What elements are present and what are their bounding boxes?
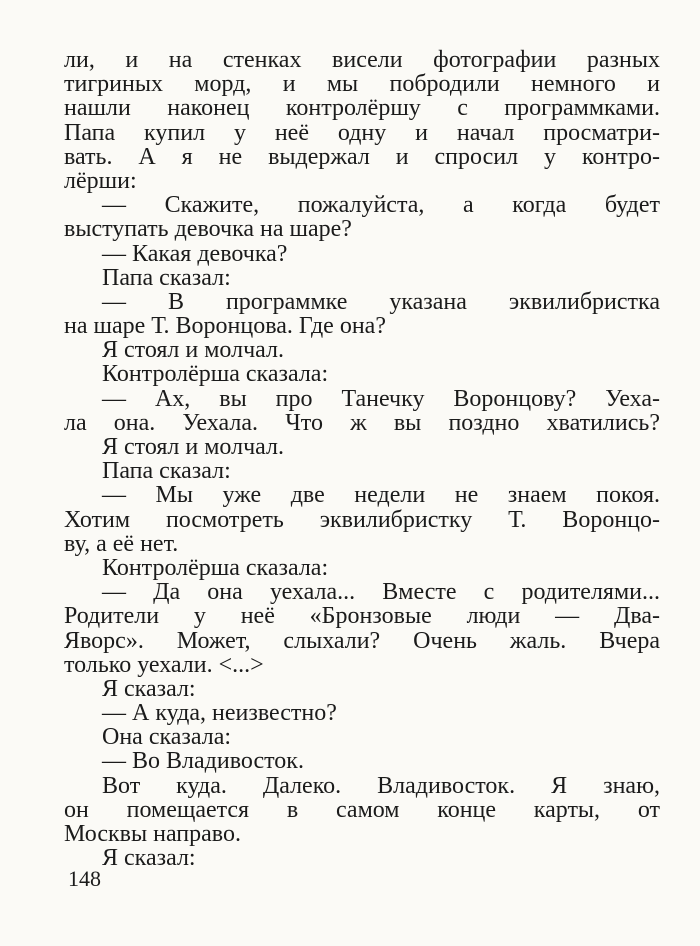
text-line: ли, и на стенках висели фотографии разных xyxy=(64,48,660,73)
text-line: — Да она уехала... Вместе с родителями... xyxy=(102,580,660,605)
text-line: он помещается в самом конце карты, от xyxy=(64,797,660,822)
text-line: Я сказал: xyxy=(102,676,196,702)
text-line: — Мы уже две недели не знаем покоя. xyxy=(102,483,660,508)
text-line: — Какая девочка? xyxy=(102,241,288,266)
text-line: Яворс». Может, слыхали? Очень жаль. Вчера xyxy=(64,628,660,653)
text-line: выступать девочка на шаре? xyxy=(64,217,352,242)
text-line: тигриных морд, и мы побродили немного и xyxy=(64,72,660,97)
text-line: Папа сказал: xyxy=(102,459,231,484)
text-line: Я стоял и молчал. xyxy=(102,435,284,460)
text-line: Контролёрша сказала: xyxy=(102,555,329,581)
text-line: — В программке указана эквилибристка xyxy=(102,289,660,315)
page-body-text xyxy=(64,48,660,870)
text-line: Папа купил у неё одну и начал просматри- xyxy=(64,120,660,145)
text-line: Я стоял и молчал. xyxy=(102,338,284,363)
text-line: лёрши: xyxy=(64,168,137,194)
text-line: Она сказала: xyxy=(102,725,232,750)
text-line: Вот куда. Далеко. Владивосток. Я знаю, xyxy=(102,773,660,798)
page-number: 148 xyxy=(68,866,101,891)
text-line: Родители у неё «Бронзовые люди — Два- xyxy=(64,604,660,629)
text-line: — А куда, неизвестно? xyxy=(102,701,337,726)
text-line: — Ах, вы про Танечку Воронцову? Уеха- xyxy=(102,386,660,411)
text-line: Я сказал: xyxy=(102,846,196,871)
text-line: ла она. Уехала. Что ж вы поздно хватились? xyxy=(64,410,660,435)
text-line: ву, а её нет. xyxy=(64,531,179,556)
text-line: Москвы направо. xyxy=(64,822,241,847)
text-line: Контролёрша сказала: xyxy=(102,362,329,387)
text-line: вать. А я не выдержал и спросил у контро- xyxy=(64,144,660,169)
text-line: нашли наконец контролёршу с программками. xyxy=(64,96,660,121)
text-line: — Скажите, пожалуйста, а когда будет xyxy=(102,193,660,218)
text-line: только уехали. <...> xyxy=(64,652,264,677)
text-line: Папа сказал: xyxy=(102,265,231,290)
text-line: на шаре Т. Воронцова. Где она? xyxy=(64,314,386,339)
text-line: Хотим посмотреть эквилибристку Т. Воронцо- xyxy=(64,507,660,532)
text-line: — Во Владивосток. xyxy=(102,749,304,774)
